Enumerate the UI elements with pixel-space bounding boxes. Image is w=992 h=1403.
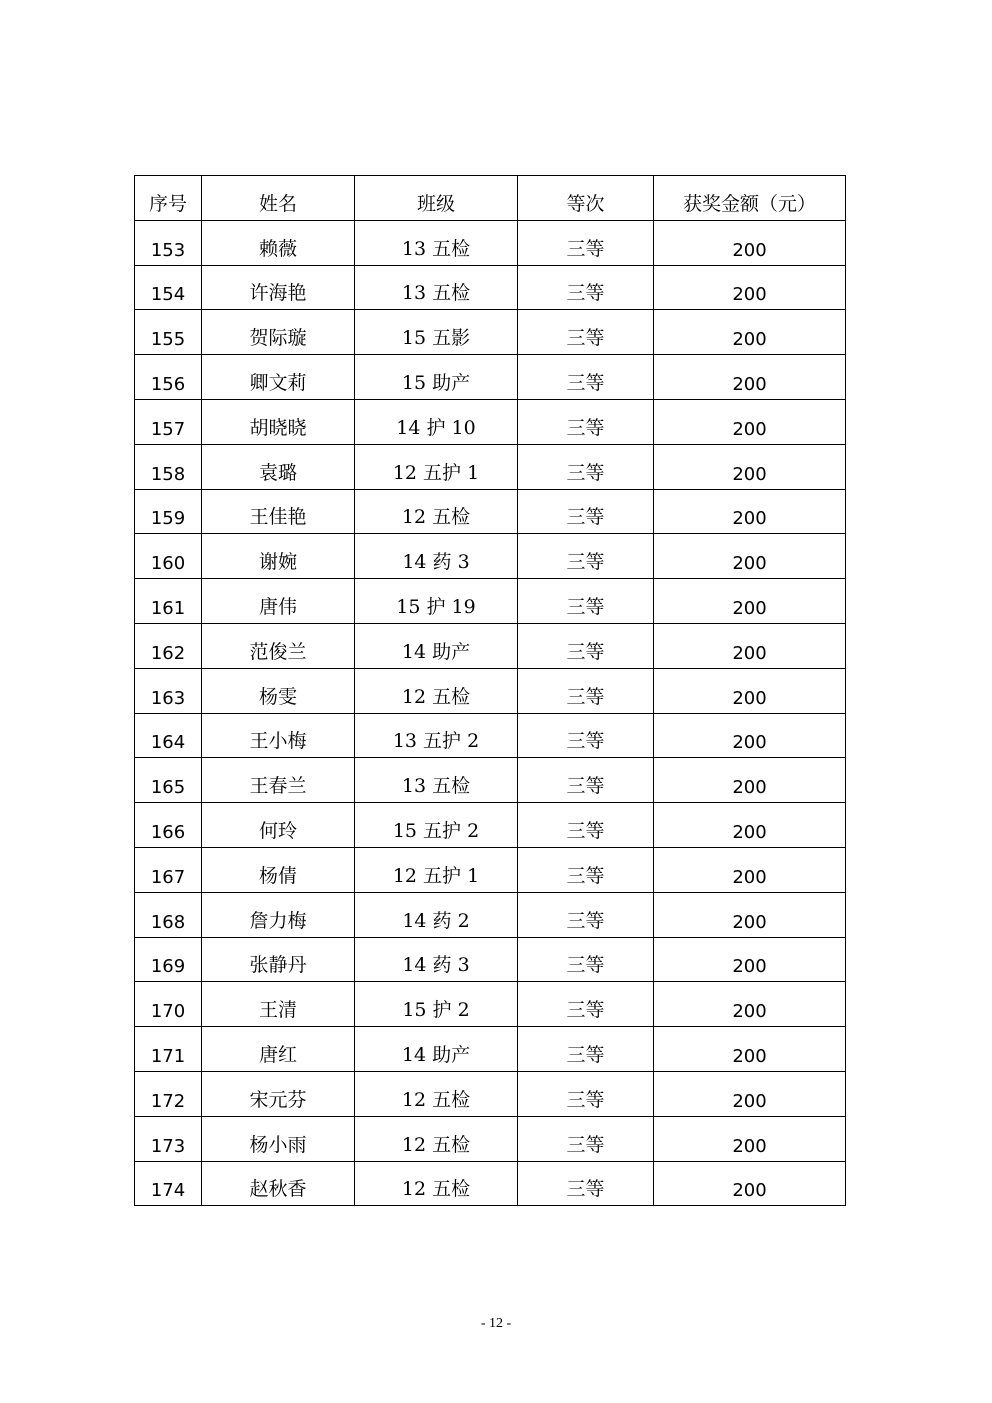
cell-index: 174 (135, 1161, 202, 1206)
cell-index: 159 (135, 489, 202, 534)
table-row (135, 399, 846, 444)
cell-name: 王小梅 (202, 713, 355, 758)
cell-index: 164 (135, 713, 202, 758)
table-row (135, 847, 846, 892)
table-row (135, 1161, 846, 1206)
cell-class: 12 五护 1 (355, 444, 518, 489)
table-row (135, 623, 846, 668)
cell-amount: 200 (654, 668, 846, 713)
cell-class: 15 五护 2 (355, 803, 518, 848)
cell-grade: 三等 (518, 758, 654, 803)
cell-name: 赵秋香 (202, 1161, 355, 1206)
cell-name: 卿文莉 (202, 355, 355, 400)
cell-class: 14 护 10 (355, 399, 518, 444)
table-row (135, 982, 846, 1027)
cell-index: 154 (135, 265, 202, 310)
table-row (135, 892, 846, 937)
cell-index: 166 (135, 803, 202, 848)
cell-grade: 三等 (518, 1161, 654, 1206)
cell-grade: 三等 (518, 982, 654, 1027)
cell-amount: 200 (654, 444, 846, 489)
cell-class: 15 五影 (355, 310, 518, 355)
cell-name: 詹力梅 (202, 892, 355, 937)
award-table (134, 175, 846, 1206)
cell-grade: 三等 (518, 534, 654, 579)
cell-class: 15 助产 (355, 355, 518, 400)
cell-name: 贺际璇 (202, 310, 355, 355)
cell-index: 170 (135, 982, 202, 1027)
cell-grade: 三等 (518, 937, 654, 982)
cell-amount: 200 (654, 803, 846, 848)
cell-amount: 200 (654, 489, 846, 534)
header-index: 序号 (135, 176, 202, 221)
cell-index: 153 (135, 220, 202, 265)
cell-name: 宋元芬 (202, 1071, 355, 1116)
table-body (135, 220, 846, 1206)
page-number: - 12 - (480, 1316, 512, 1331)
cell-index: 161 (135, 579, 202, 624)
cell-class: 12 五检 (355, 1071, 518, 1116)
cell-grade: 三等 (518, 579, 654, 624)
cell-class: 13 五检 (355, 220, 518, 265)
cell-grade: 三等 (518, 1027, 654, 1072)
cell-name: 何玲 (202, 803, 355, 848)
cell-class: 13 五检 (355, 758, 518, 803)
cell-class: 14 药 3 (355, 534, 518, 579)
cell-class: 12 五护 1 (355, 847, 518, 892)
cell-class: 12 五检 (355, 489, 518, 534)
cell-amount: 200 (654, 982, 846, 1027)
cell-name: 杨雯 (202, 668, 355, 713)
cell-index: 162 (135, 623, 202, 668)
table-row (135, 803, 846, 848)
header-class: 班级 (355, 176, 518, 221)
table-row (135, 1116, 846, 1161)
cell-class: 12 五检 (355, 668, 518, 713)
table-row (135, 579, 846, 624)
cell-name: 杨小雨 (202, 1116, 355, 1161)
cell-amount: 200 (654, 265, 846, 310)
cell-amount: 200 (654, 758, 846, 803)
cell-grade: 三等 (518, 1116, 654, 1161)
table-row (135, 310, 846, 355)
table-row (135, 1071, 846, 1116)
cell-amount: 200 (654, 892, 846, 937)
cell-index: 167 (135, 847, 202, 892)
cell-grade: 三等 (518, 713, 654, 758)
cell-name: 王佳艳 (202, 489, 355, 534)
table-row (135, 444, 846, 489)
cell-class: 14 助产 (355, 1027, 518, 1072)
cell-name: 唐伟 (202, 579, 355, 624)
cell-amount: 200 (654, 623, 846, 668)
cell-index: 163 (135, 668, 202, 713)
cell-class: 13 五检 (355, 265, 518, 310)
cell-amount: 200 (654, 399, 846, 444)
cell-index: 168 (135, 892, 202, 937)
table-header-row (135, 176, 846, 221)
cell-class: 12 五检 (355, 1161, 518, 1206)
header-amount: 获奖金额（元） (654, 176, 846, 221)
cell-grade: 三等 (518, 847, 654, 892)
cell-amount: 200 (654, 310, 846, 355)
cell-index: 172 (135, 1071, 202, 1116)
cell-class: 15 护 2 (355, 982, 518, 1027)
cell-amount: 200 (654, 579, 846, 624)
cell-amount: 200 (654, 937, 846, 982)
cell-name: 许海艳 (202, 265, 355, 310)
cell-class: 14 药 2 (355, 892, 518, 937)
cell-name: 唐红 (202, 1027, 355, 1072)
cell-name: 王春兰 (202, 758, 355, 803)
cell-name: 王清 (202, 982, 355, 1027)
cell-index: 156 (135, 355, 202, 400)
cell-name: 谢婉 (202, 534, 355, 579)
cell-grade: 三等 (518, 399, 654, 444)
cell-amount: 200 (654, 1161, 846, 1206)
cell-class: 15 护 19 (355, 579, 518, 624)
cell-index: 171 (135, 1027, 202, 1072)
cell-name: 杨倩 (202, 847, 355, 892)
table-row (135, 220, 846, 265)
header-grade: 等次 (518, 176, 654, 221)
cell-amount: 200 (654, 534, 846, 579)
cell-grade: 三等 (518, 623, 654, 668)
cell-grade: 三等 (518, 668, 654, 713)
cell-amount: 200 (654, 1027, 846, 1072)
table-row (135, 489, 846, 534)
cell-name: 范俊兰 (202, 623, 355, 668)
cell-index: 157 (135, 399, 202, 444)
cell-amount: 200 (654, 220, 846, 265)
cell-index: 173 (135, 1116, 202, 1161)
cell-index: 160 (135, 534, 202, 579)
cell-class: 14 药 3 (355, 937, 518, 982)
cell-amount: 200 (654, 847, 846, 892)
cell-grade: 三等 (518, 310, 654, 355)
cell-amount: 200 (654, 1116, 846, 1161)
cell-grade: 三等 (518, 355, 654, 400)
table-row (135, 534, 846, 579)
cell-name: 赖薇 (202, 220, 355, 265)
cell-index: 158 (135, 444, 202, 489)
table-row (135, 668, 846, 713)
table-row (135, 713, 846, 758)
cell-index: 169 (135, 937, 202, 982)
cell-class: 12 五检 (355, 1116, 518, 1161)
cell-amount: 200 (654, 713, 846, 758)
cell-index: 155 (135, 310, 202, 355)
cell-class: 13 五护 2 (355, 713, 518, 758)
table-row (135, 1027, 846, 1072)
cell-name: 胡晓晓 (202, 399, 355, 444)
cell-amount: 200 (654, 355, 846, 400)
cell-grade: 三等 (518, 220, 654, 265)
table-row (135, 355, 846, 400)
cell-grade: 三等 (518, 892, 654, 937)
cell-grade: 三等 (518, 265, 654, 310)
table-row (135, 265, 846, 310)
cell-amount: 200 (654, 1071, 846, 1116)
cell-grade: 三等 (518, 803, 654, 848)
cell-grade: 三等 (518, 489, 654, 534)
cell-grade: 三等 (518, 1071, 654, 1116)
cell-class: 14 助产 (355, 623, 518, 668)
cell-name: 袁璐 (202, 444, 355, 489)
table-row (135, 937, 846, 982)
cell-grade: 三等 (518, 444, 654, 489)
cell-name: 张静丹 (202, 937, 355, 982)
header-name: 姓名 (202, 176, 355, 221)
table-row (135, 758, 846, 803)
cell-index: 165 (135, 758, 202, 803)
